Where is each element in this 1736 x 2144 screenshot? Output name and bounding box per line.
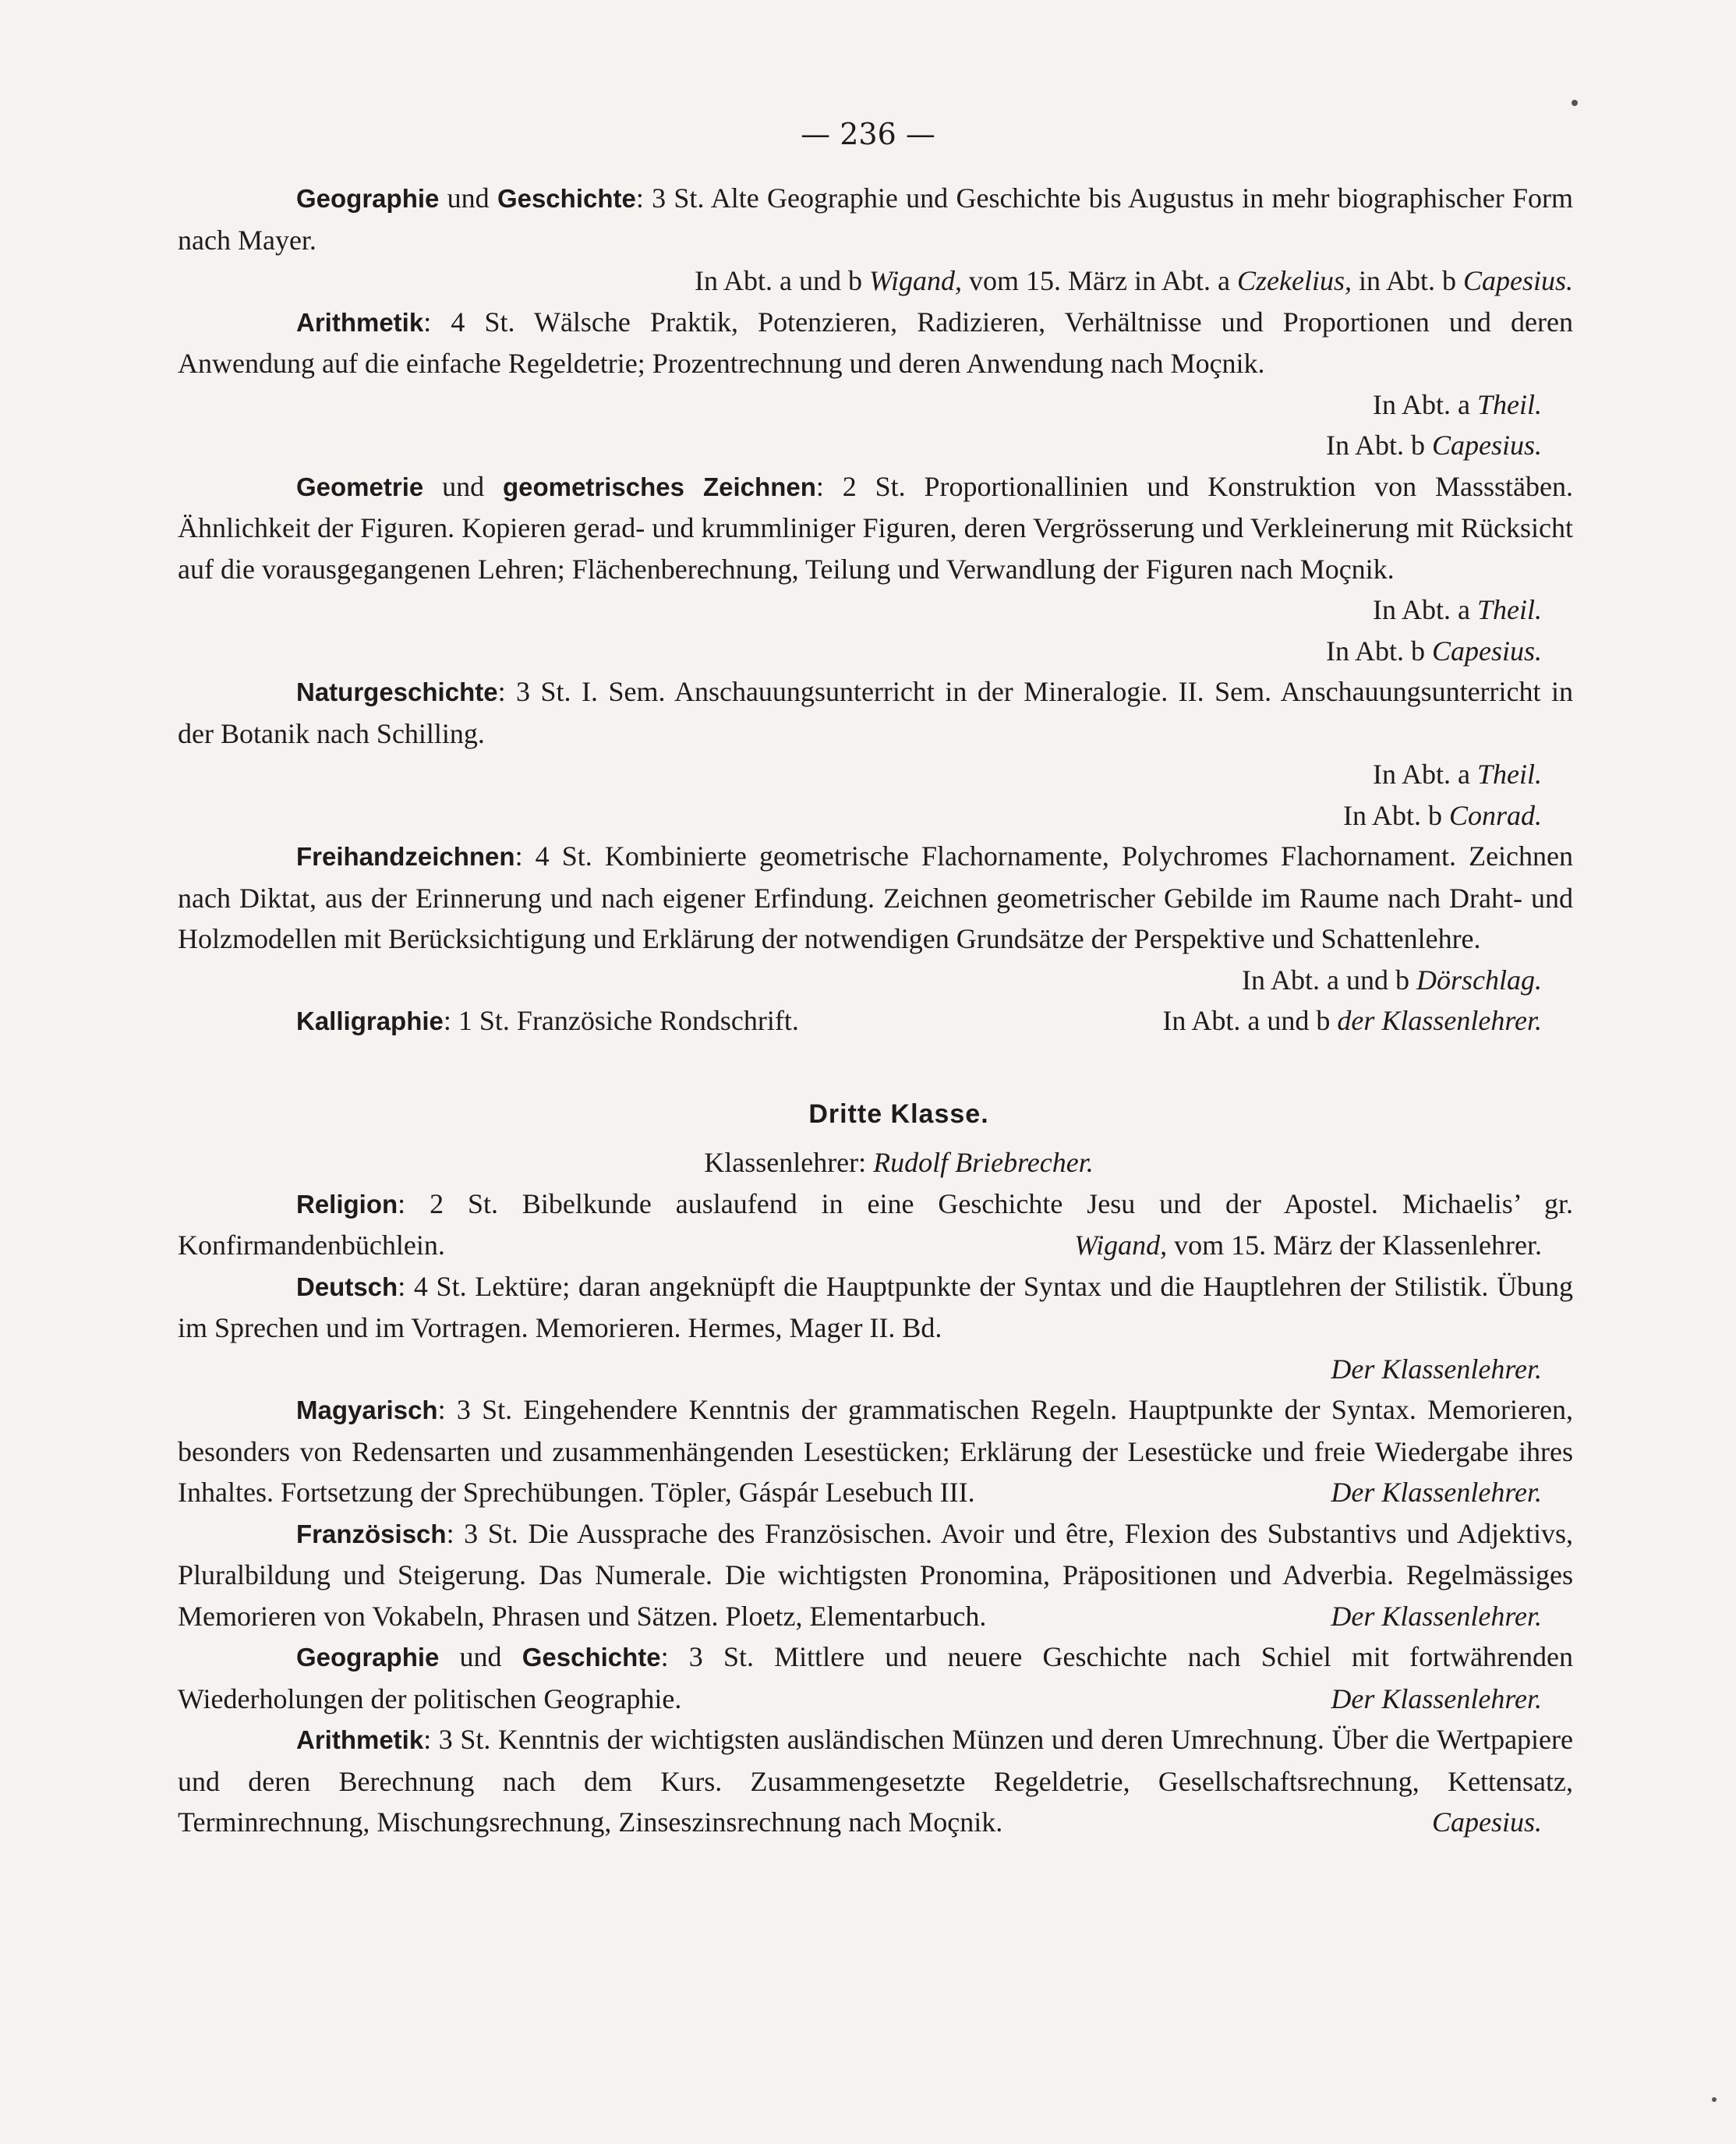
- entry-title-2: Geschichte: [522, 1643, 661, 1672]
- entry-arithmetik-1: [178, 302, 1573, 384]
- teacher-line: [178, 754, 1573, 795]
- teacher-name: Der Klassenlehrer.: [1331, 1477, 1542, 1508]
- teacher-prefix: In Abt. a: [1373, 594, 1477, 625]
- teacher-name: Dörschlag.: [1416, 964, 1542, 996]
- entry-title: Religion: [296, 1189, 398, 1219]
- entry-text: : 3 St. Alte Geographie und Geschichte bis Augustus in mehr biographischer Form nach Mayer.: [178, 182, 1574, 256]
- entry-text: : 4 St. Wälsche Praktik, Potenzieren, Radizieren, Verhältnisse und Proportionen und deren Anwendung auf die einfache Regeldetrie; Prozentrechnung und deren Anwendung nach Moçnik.: [178, 306, 1573, 379]
- teacher-prefix: In Abt. a und b: [695, 265, 870, 296]
- entry-title: Naturgeschichte: [296, 678, 498, 706]
- teacher-line: [178, 795, 1573, 837]
- entry-text: : 1 St. Französiche Rondschrift.: [443, 1005, 799, 1036]
- teacher-mid: vom 15. März in Abt. a: [962, 265, 1237, 296]
- entry-title-2: geometrisches Zeichnen: [503, 472, 816, 501]
- entry-title: Geographie: [296, 1643, 440, 1672]
- entry-kalligraphie-1: [178, 1000, 1573, 1042]
- klassenlehrer-line: [178, 1142, 1573, 1183]
- klassenlehrer-label: Klassenlehrer:: [704, 1147, 874, 1178]
- teacher-post: vom 15. März der Klassenlehrer.: [1167, 1229, 1542, 1261]
- teacher-name: Capesius.: [1431, 1806, 1542, 1838]
- entry-title: Geographie: [296, 184, 440, 213]
- speck-top-right: [1572, 100, 1578, 106]
- entry-title: Freihandzeichnen: [296, 842, 515, 871]
- teacher-prefix: In Abt. a: [1373, 388, 1477, 420]
- entry-naturgeschichte-1: [178, 671, 1573, 754]
- entry-title: Geometrie: [296, 472, 424, 501]
- teacher-line: [178, 960, 1573, 1001]
- teacher-name: Der Klassenlehrer.: [1331, 1682, 1542, 1714]
- teacher-name: Czekelius,: [1236, 265, 1352, 296]
- teacher-prefix: In Abt. b: [1342, 799, 1449, 831]
- teacher-prefix: In Abt. a und b: [1242, 964, 1416, 996]
- teacher-name: Capesius.: [1431, 430, 1542, 461]
- entry-text: : 4 St. Kombinierte geometrische Flachornamente, Polychromes Flachornament. Zeichnen nach Diktat, aus der Erinnerung und nach eigener Erfindung. Zeichnen geometrischer Gebilde im Raume nach Draht- und Holzmodellen mit Berücksichtigung und Erklärung der notwendigen Grundsätze der Perspektive und Schattenlehre.: [178, 840, 1573, 954]
- entry-freihandzeichnen-1: [178, 836, 1573, 960]
- entry-text: : 3 St. Die Aussprache des Französischen. Avoir und être, Flexion des Substantivs und Adjektivs, Pluralbildung und Steigerung. Das Numerale. Die wichtigsten Pronomina, Präpositionen und Adverbia. Regelmässiges Memorieren von Vokabeln, Phrasen und Sätzen. Ploetz, Elementarbuch.: [178, 1517, 1573, 1632]
- teacher-prefix: In Abt. b: [1325, 430, 1432, 461]
- entry-title-und: und: [459, 1641, 502, 1672]
- document-body: [178, 178, 1573, 1843]
- entry-title: Arithmetik: [296, 307, 424, 337]
- teacher-name: Theil.: [1476, 594, 1542, 625]
- teacher-mid: in Abt. b: [1351, 265, 1463, 296]
- teacher-prefix: In Abt. a: [1373, 759, 1477, 790]
- entry-text: : 3 St. Mittlere und neuere Geschichte nach Schiel mit fortwährenden Wiederholungen der politischen Geographie.: [178, 1641, 1574, 1714]
- teacher-name: Theil.: [1476, 388, 1542, 420]
- page-number: — 236 —: [801, 117, 935, 151]
- teacher-name: Wigand,: [1074, 1229, 1168, 1261]
- entry-deutsch: [178, 1266, 1573, 1349]
- klassenlehrer-name: Rudolf Briebrecher.: [873, 1147, 1094, 1178]
- entry-title: Französisch: [296, 1519, 447, 1548]
- entry-title: Deutsch: [296, 1272, 398, 1301]
- teacher-name: Der Klassenlehrer.: [1331, 1600, 1542, 1632]
- entry-text: : 3 St. Eingehendere Kenntnis der grammatischen Regeln. Hauptpunkte der Syntax. Memorieren, besonders von Redensarten und zusammenhängenden Lesestücken; Erklärung der Lesestücke und freie Wiedergabe ihres Inhaltes. Fortsetzung der Sprechübungen. Töpler, Gáspár Lesebuch III.: [178, 1394, 1573, 1508]
- entry-title: Arithmetik: [296, 1725, 424, 1754]
- teacher-prefix: In Abt. b: [1325, 635, 1432, 667]
- teacher-line: [178, 631, 1573, 672]
- teacher-name: Wigand,: [869, 265, 963, 296]
- entry-text: : 2 St. Proportionallinien und Konstruktion von Massstäben. Ähnlichkeit der Figuren. Kopieren gerad- und krummliniger Figuren, deren Vergrösserung und Verkleinerung mit Rücksicht auf die vorausgegangenen Lehren; Flächenberechnung, Teilung und Verwandlung der Figuren nach Moçnik.: [178, 470, 1573, 585]
- entry-text: : 3 St. Kenntnis der wichtigsten ausländischen Münzen und deren Umrechnung. Über die Wertpapiere und deren Berechnung nach dem Kurs. Zusammengesetzte Regeldetrie, Gesellschaftsrechnung, Kettensatz, Terminrechnung, Mischungsrechnung, Zinseszinsrechnung nach Moçnik.: [178, 1724, 1573, 1838]
- entry-text: : 3 St. I. Sem. Anschauungsunterricht in der Mineralogie. II. Sem. Anschauungsunterricht in der Botanik nach Schilling.: [178, 676, 1573, 749]
- teacher-line: [178, 260, 1573, 302]
- speck-bottom-right: [1712, 2097, 1717, 2102]
- entry-title: Magyarisch: [296, 1396, 438, 1424]
- teacher-name: der Klassenlehrer.: [1337, 1005, 1542, 1036]
- entry-geographie-1: [178, 178, 1573, 260]
- teacher-prefix: In Abt. a und b: [1162, 1005, 1338, 1036]
- teacher-line: [178, 425, 1573, 466]
- teacher-name: Capesius.: [1462, 265, 1573, 296]
- section-heading: Dritte Klasse.: [808, 1099, 989, 1129]
- entry-title-2: Geschichte: [497, 184, 636, 213]
- teacher-line: [178, 384, 1573, 426]
- teacher-line: [178, 589, 1573, 631]
- entry-geometrie-1: [178, 466, 1573, 590]
- teacher-name: Conrad.: [1448, 799, 1542, 831]
- entry-text: : 4 St. Lektüre; daran angeknüpft die Hauptpunkte der Syntax und die Hauptlehren der Stilistik. Übung im Sprechen und im Vortragen. Memorieren. Hermes, Mager II. Bd.: [178, 1270, 1573, 1343]
- teacher-name: Der Klassenlehrer.: [1331, 1353, 1542, 1385]
- teacher-line: [1044, 1000, 1573, 1042]
- entry-title-und: und: [447, 182, 490, 214]
- entry-title-und: und: [442, 470, 485, 502]
- teacher-name: Capesius.: [1431, 635, 1542, 667]
- entry-title: Kalligraphie: [296, 1007, 444, 1035]
- teacher-name: Theil.: [1476, 759, 1542, 790]
- teacher-line: [178, 1349, 1573, 1390]
- entry-text: : 2 St. Bibelkunde auslaufend in eine Geschichte Jesu und der Apostel. Michaelis’ gr. Konfirmandenbüchlein.: [178, 1187, 1573, 1261]
